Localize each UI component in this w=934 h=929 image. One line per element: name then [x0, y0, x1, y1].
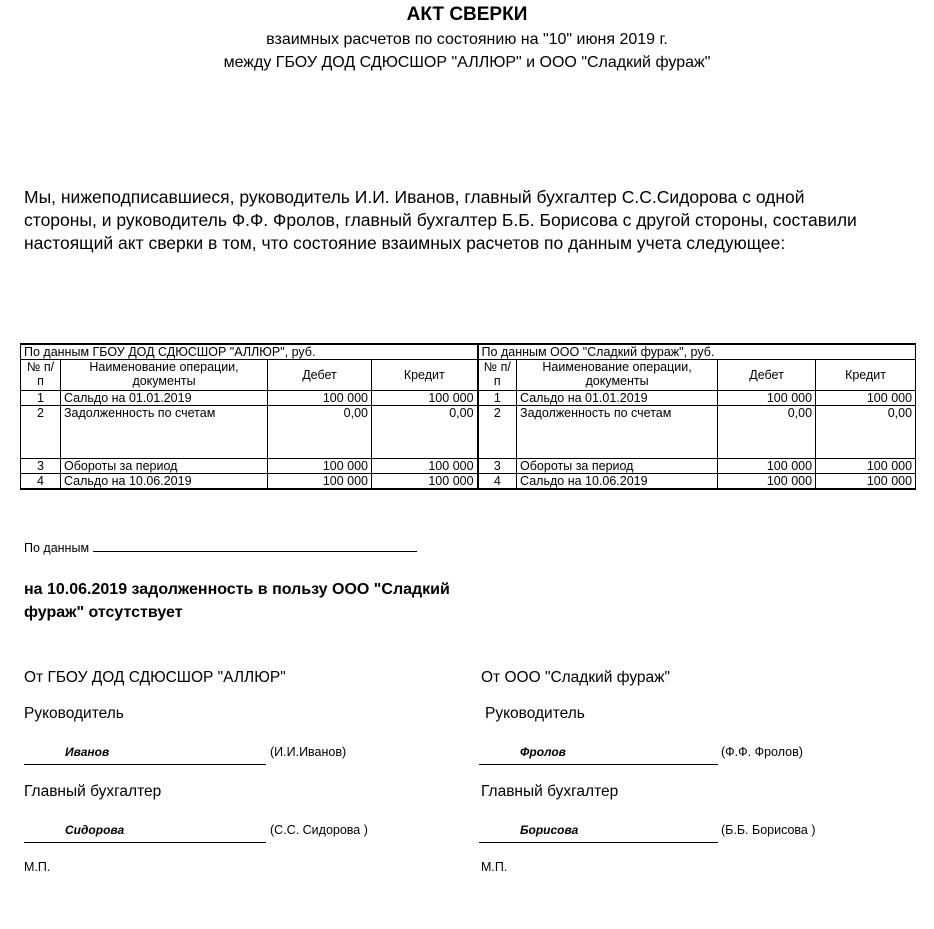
subtitle-date: взаимных расчетов по состоянию на "10" июня 2019 г. [266, 31, 668, 48]
cell-debit: 100 000 [268, 391, 372, 406]
result-line: фураж" отсутствует [24, 604, 183, 621]
cell-credit: 100 000 [816, 474, 916, 490]
cell-name: Сальдо на 10.06.2019 [61, 474, 268, 490]
header-credit: Кредит [372, 360, 478, 391]
right-acc-signature-line [479, 822, 718, 843]
cell-debit: 100 000 [268, 474, 372, 490]
header-num: № п/п [21, 360, 61, 391]
cell-num: 2 [21, 406, 61, 459]
right-head-signature: Фролов [520, 745, 566, 759]
header-debit: Дебет [268, 360, 372, 391]
cell-num: 1 [478, 391, 517, 406]
result-statement [24, 578, 494, 624]
cell-name: Сальдо на 01.01.2019 [517, 391, 718, 406]
table-row [21, 459, 916, 474]
right-head-decode: (Ф.Ф. Фролов) [721, 745, 803, 759]
cell-name: Обороты за период [61, 459, 268, 474]
right-head-signature-line [479, 744, 718, 765]
table-row [21, 474, 916, 490]
cell-name: Задолженность по счетам [517, 406, 718, 459]
intro-line: настоящий акт сверки в том, что состояние взаимных расчетов по данным учета следующее: [24, 233, 786, 253]
left-acc-decode: (С.С. Сидорова ) [270, 823, 368, 837]
cell-debit: 0,00 [718, 406, 816, 459]
right-stamp-place: М.П. [481, 860, 508, 874]
cell-name: Сальдо на 01.01.2019 [61, 391, 268, 406]
reconciliation-table [20, 343, 916, 490]
cell-num: 4 [478, 474, 517, 490]
right-acc-label: Главный бухгалтер [481, 783, 619, 800]
left-head-decode: (И.И.Иванов) [270, 745, 347, 759]
header-credit: Кредит [816, 360, 916, 391]
header-debit: Дебет [718, 360, 816, 391]
left-stamp-place: М.П. [24, 860, 51, 874]
right-head-label: Руководитель [485, 705, 585, 722]
table-row [21, 391, 916, 406]
left-acc-label: Главный бухгалтер [24, 783, 162, 800]
cell-credit: 0,00 [816, 406, 916, 459]
po-dannym-label: По данным [24, 541, 90, 555]
left-acc-signature-line [24, 822, 266, 843]
cell-credit: 100 000 [372, 474, 478, 490]
document-title: АКТ СВЕРКИ [406, 4, 528, 25]
cell-debit: 100 000 [268, 459, 372, 474]
header-name: Наименование операции, документы [517, 360, 718, 391]
po-dannym-line [24, 539, 417, 555]
left-head-signature: Иванов [65, 745, 110, 759]
subtitle-parties: между ГБОУ ДОД СДЮСШОР "АЛЛЮР" и ООО "Сладкий фураж" [223, 54, 711, 71]
cell-name: Задолженность по счетам [61, 406, 268, 459]
cell-credit: 0,00 [372, 406, 478, 459]
cell-num: 3 [21, 459, 61, 474]
right-acc-decode: (Б.Б. Борисова ) [721, 823, 816, 837]
cell-debit: 0,00 [268, 406, 372, 459]
cell-credit: 100 000 [816, 459, 916, 474]
result-line: на 10.06.2019 задолженность в пользу ООО "Сладкий [24, 581, 450, 598]
left-acc-signature: Сидорова [65, 823, 125, 837]
header-num: № п/п [478, 360, 517, 391]
cell-num: 1 [21, 391, 61, 406]
cell-name: Сальдо на 10.06.2019 [517, 474, 718, 490]
left-from: От ГБОУ ДОД СДЮСШОР "АЛЛЮР" [24, 669, 286, 686]
cell-num: 3 [478, 459, 517, 474]
left-head-signature-line [24, 744, 266, 765]
right-caption: По данным ООО "Сладкий фураж", руб. [478, 344, 916, 360]
left-head-label: Руководитель [24, 705, 124, 722]
right-acc-signature: Борисова [520, 823, 579, 837]
cell-num: 2 [478, 406, 517, 459]
blank-underline [93, 539, 417, 552]
table-row [21, 406, 916, 459]
cell-name: Обороты за период [517, 459, 718, 474]
cell-credit: 100 000 [816, 391, 916, 406]
cell-credit: 100 000 [372, 459, 478, 474]
right-from: От ООО "Сладкий фураж" [481, 669, 671, 686]
intro-paragraph [24, 186, 914, 255]
left-caption: По данным ГБОУ ДОД СДЮСШОР "АЛЛЮР", руб. [21, 344, 478, 360]
header-name: Наименование операции, документы [61, 360, 268, 391]
intro-line: стороны, и руководитель Ф.Ф. Фролов, главный бухгалтер Б.Б. Борисова с другой стороны, составили [24, 210, 857, 230]
cell-debit: 100 000 [718, 474, 816, 490]
cell-num: 4 [21, 474, 61, 490]
cell-debit: 100 000 [718, 459, 816, 474]
intro-line: Мы, нижеподписавшиеся, руководитель И.И. Иванов, главный бухгалтер С.С.Сидорова с одной [24, 187, 805, 207]
cell-debit: 100 000 [718, 391, 816, 406]
cell-credit: 100 000 [372, 391, 478, 406]
